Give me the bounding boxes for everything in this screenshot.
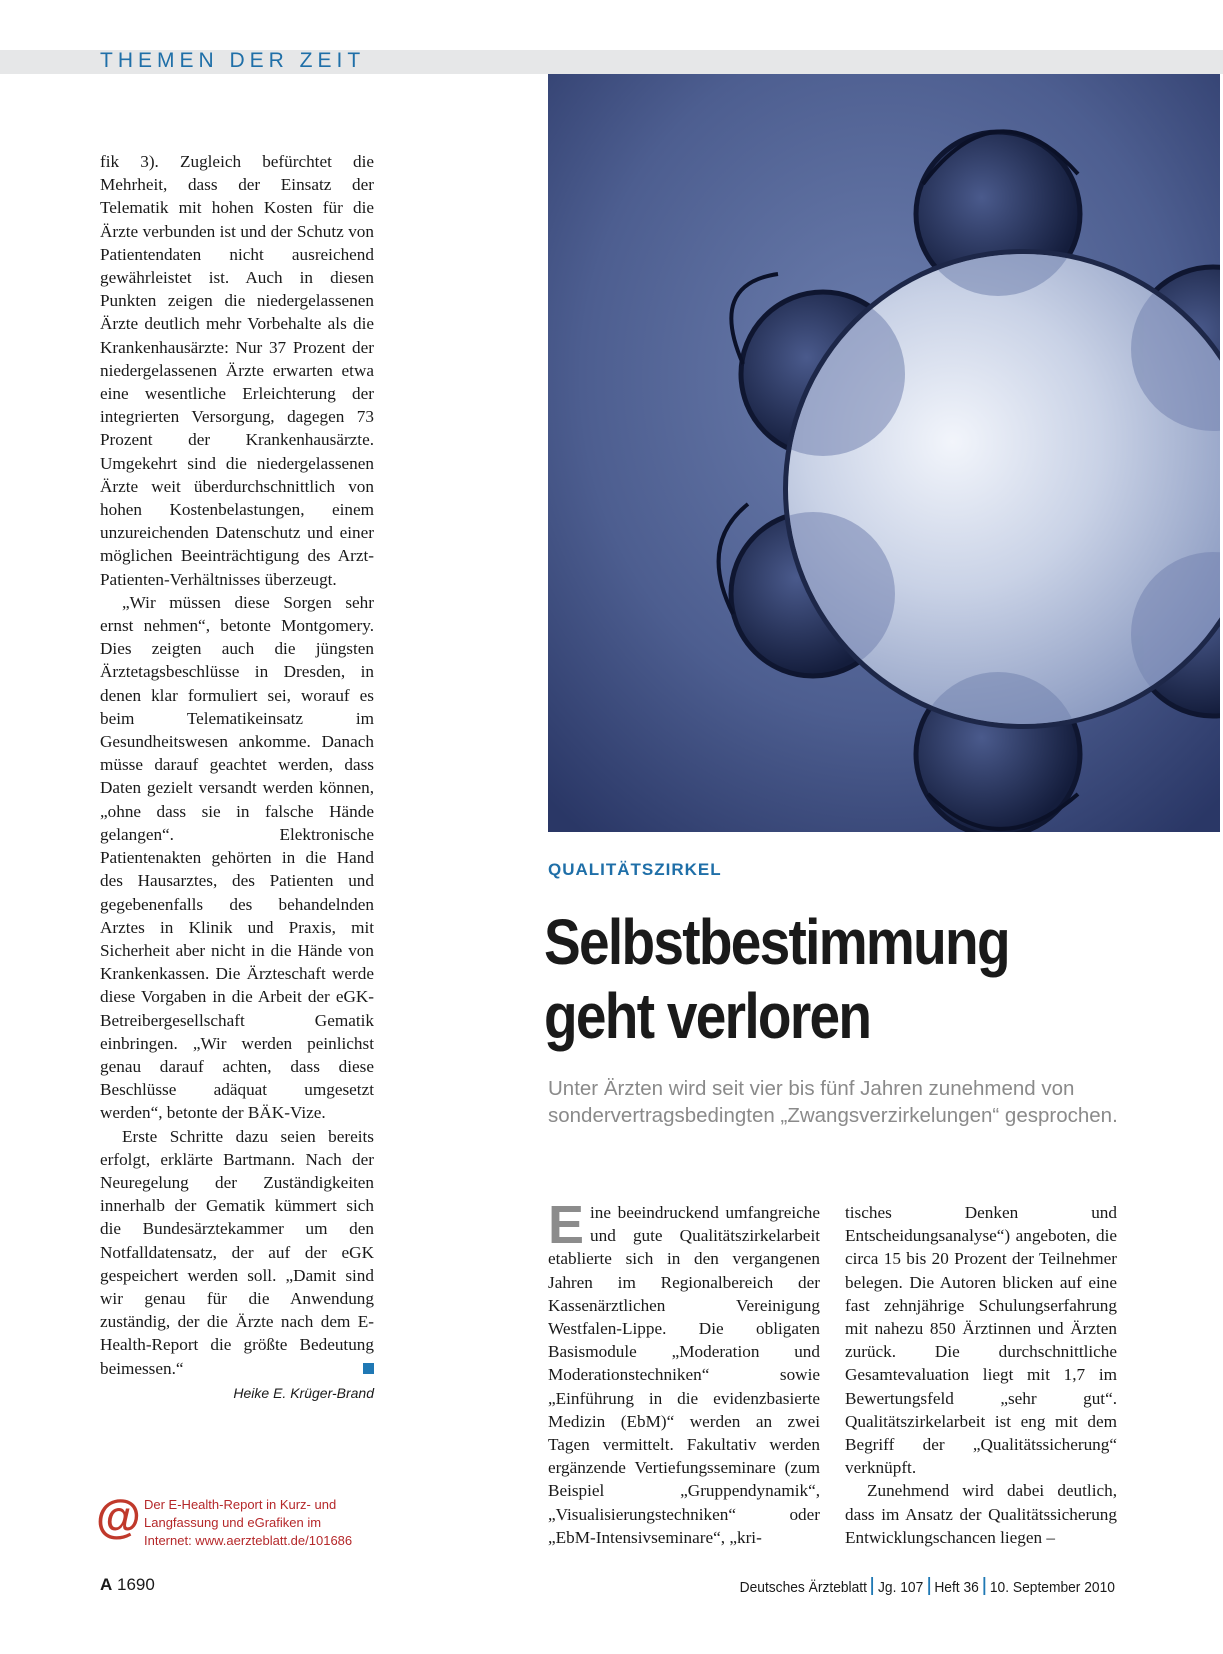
web-note-line-3[interactable]: Internet: www.aerzteblatt.de/101686 — [144, 1533, 353, 1548]
left-column — [100, 150, 374, 1405]
journal-issue: Heft 36 — [934, 1579, 979, 1596]
footer-divider — [983, 1577, 985, 1595]
web-note-line-1: Der E-Health-Report in Kurz- und — [144, 1497, 337, 1512]
left-paragraph-3 — [100, 1125, 374, 1380]
web-note-line-2: Langfassung und eGrafiken im — [144, 1515, 322, 1530]
left-paragraph-1: fik 3). Zugleich befürchtet die Mehrheit, dass der Einsatz der Telematik mit hohen Kosten für die Ärzte verbunden ist und der Schutz von Patientendaten nicht ausreichend gewährleistet ist. Auch in diesen Punkten zeigen die niedergelassenen Ärzte deutlich mehr Vorbehalte als die Krankenhausärzte: Nur 37 Prozent der niedergelassenen Ärzte erwarten etwa eine wesentliche Erleichterung der integrierten Versorgung, dagegen 73 Prozent der Krankenhausärzte. Umgekehrt sind die niedergelassenen Ärzte weit überdurchschnittlich von hohen Kostenbelastungen, einem unzureichenden Datenschutz und einer möglichen Beeinträchtigung des Arzt-Patienten-Verhältnisses überzeugt. — [100, 152, 374, 589]
headline-line-2: geht verloren — [544, 980, 871, 1052]
article-paragraph-3: Zunehmend wird dabei deutlich, dass im Ansatz der Qualitätssicherung Entwicklungschancen liegen – — [845, 1481, 1117, 1547]
journal-footer — [740, 1577, 1115, 1596]
page-prefix: A — [100, 1575, 113, 1594]
article-paragraph-1-text: ine beeindruckend umfangreiche und gute Qualitätszirkelarbeit etablierte sich in den vergangenen Jahren im Regionalbereich der Kassenärztlichen Vereinigung Westfalen-Lippe. Die obligaten Basismodule „Moderation und Moderationstechniken“ sowie „Einführung in die evidenzbasierte Medizin (EbM)“ werden an zwei Tagen vermittelt. Fakultativ werden ergänzende Vertiefungsseminare (zum Beispiel „Gruppendynamik“, „Visualisierungstechniken“ oder „EbM-Intensivseminare“, „kri- — [548, 1203, 820, 1547]
web-note[interactable] — [96, 1490, 386, 1555]
article-headline — [544, 905, 1094, 1053]
section-label: THEMEN DER ZEIT — [100, 49, 366, 72]
left-paragraph-3-text: Erste Schritte dazu seien bereits erfolgt, erklärte Bartmann. Nach der Neuregelung der Zuständigkeiten innerhalb der Gematik kümmert sich die Bundesärztekammer um den Notfalldatensatz, der auf der eGK gespeichert werden soll. „Damit sind wir genau für die Anwendung zuständig, der die Ärzte nach dem E-Health-Report die größte Bedeutung beimessen.“ — [100, 1126, 374, 1378]
journal-volume: Jg. 107 — [878, 1579, 924, 1596]
page-number-value: 1690 — [117, 1575, 155, 1594]
article-teaser: Unter Ärzten wird seit vier bis fünf Jahren zunehmend von sondervertragsbedingten „Zwangsverzirkelungen“ gesprochen. — [548, 1077, 1118, 1127]
drop-cap: E — [548, 1195, 585, 1255]
at-sign-icon: @ — [96, 1490, 141, 1542]
article-kicker: QUALITÄTSZIRKEL — [548, 860, 722, 879]
journal-date: 10. September 2010 — [989, 1579, 1115, 1596]
author-byline: Heike E. Krüger-Brand — [233, 1384, 374, 1401]
article-paragraph-1 — [548, 1195, 820, 1549]
left-paragraph-2: „Wir müssen diese Sorgen sehr ernst nehmen“, betonte Montgomery. Dies zeigten auch die jüngsten Ärztetagsbeschlüsse in Dresden, in denen klar formuliert sei, worauf es beim Telematikeinsatz im Gesundheitswesen ankomme. Danach müsse darauf geachtet werden, dass Daten gezielt versandt werden können, „ohne dass sie in falsche Hände gelangen“. Elektronische Patientenakten gehörten in die Hand des Hausarztes, des Patienten und gegebenenfalls des behandelnden Arztes in Klinik und Praxis, mit Sicherheit aber nicht in die Hände von Krankenkassen. Die Ärzteschaft werde diese Vorgaben in die Arbeit der eGK-Betreibergesellschaft Gematik einbringen. „Wir werden peinlichst genau darauf achten, dass diese Beschlüsse adäquat umgesetzt werden“, betonte der BÄK-Vize. — [100, 592, 374, 1123]
article-column-1 — [548, 1195, 820, 1549]
footer-divider — [872, 1577, 874, 1595]
headline-line-1: Selbstbestimmung — [544, 906, 1009, 978]
journal-name: Deutsches Ärzteblatt — [739, 1579, 868, 1596]
article-paragraph-2: tisches Denken und Entscheidungsanalyse“) angeboten, die circa 15 bis 20 Prozent der Teilnehmer belegen. Die Autoren blicken auf eine fast zehnjährige Schulungserfahrung mit nahezu 850 Ärztinnen und Ärzten zurück. Die durchschnittliche Gesamtevaluation liegt mit 1,7 im Bewertungsfeld „sehr gut“. Qualitätszirkelarbeit ist eng mit dem Begriff der „Qualitätssicherung“ verknüpft. — [845, 1203, 1117, 1478]
footer-divider — [928, 1577, 930, 1595]
page-number — [100, 1575, 155, 1595]
web-note-text — [144, 1496, 384, 1550]
square-icon — [363, 1363, 374, 1374]
article-column-2 — [845, 1201, 1117, 1549]
table-chairs-photo — [548, 74, 1220, 832]
